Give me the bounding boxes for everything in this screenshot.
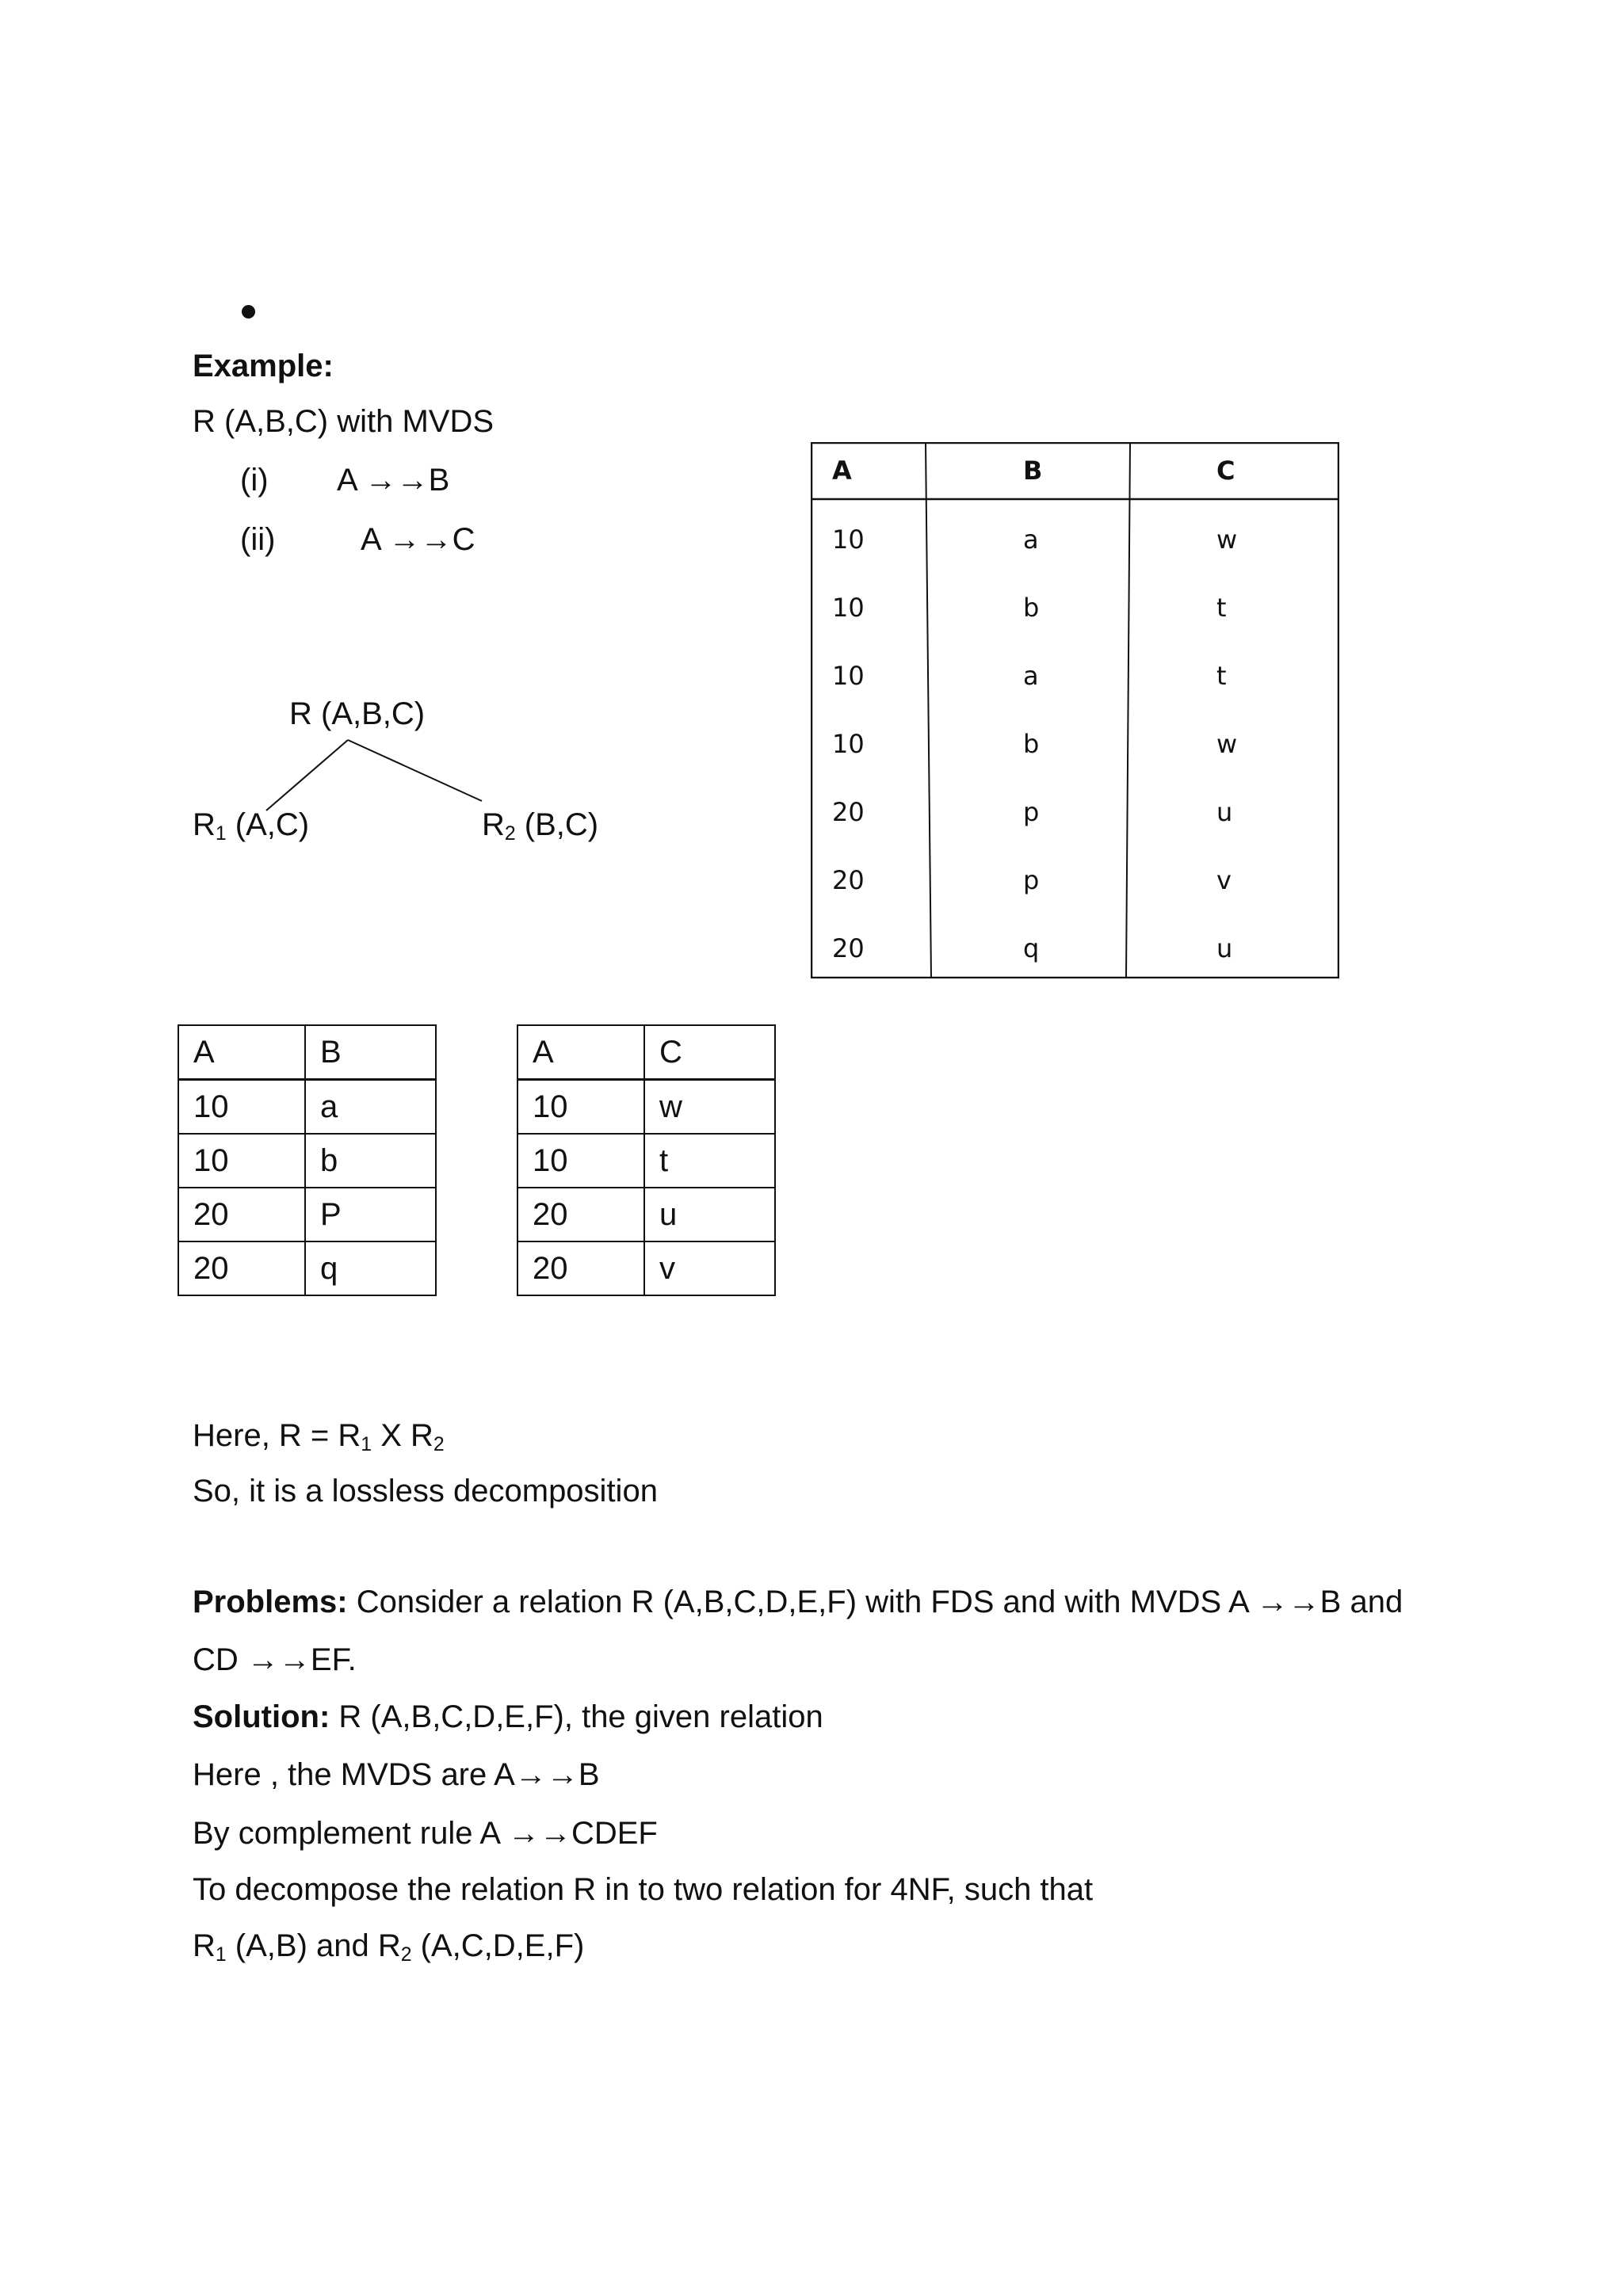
relation-cell: 10 bbox=[832, 661, 865, 691]
relation-cell: 20 bbox=[832, 797, 865, 827]
relation-cell: b bbox=[1023, 729, 1040, 759]
relation-cell: t bbox=[1216, 661, 1227, 691]
problem-line-2: CD →→EF. bbox=[193, 1642, 357, 1677]
relation-cell: 10 bbox=[832, 593, 865, 623]
table-cell: u bbox=[644, 1188, 775, 1241]
problem-line-1: Problems: Consider a relation R (A,B,C,D,E,F) with FDS and with MVDS A →→B and bbox=[193, 1585, 1403, 1619]
tree-left-label: $R_1$ (A,C) bbox=[193, 807, 310, 845]
relation-cell: 20 bbox=[832, 865, 865, 895]
solution-line: Solution: R (A,B,C,D,E,F), the given relation bbox=[193, 1699, 823, 1734]
decompose-line: To decompose the relation R in to two relation for 4NF, such that bbox=[193, 1872, 1094, 1907]
relation-cell: u bbox=[1216, 933, 1233, 963]
table-cell: 20 bbox=[178, 1241, 305, 1295]
table-cell: 10 bbox=[178, 1080, 305, 1135]
relation-cell: p bbox=[1023, 865, 1040, 895]
table-cell: b bbox=[305, 1134, 436, 1188]
relation-cell: p bbox=[1023, 797, 1040, 827]
relation-header-c: C bbox=[1216, 456, 1235, 486]
table-cell: t bbox=[644, 1134, 775, 1188]
mvds-line: Here , the MVDS are A→→B bbox=[193, 1757, 600, 1792]
table-row bbox=[178, 1025, 436, 1080]
mvd-number-2: (ii) bbox=[240, 522, 276, 557]
relation-cell: t bbox=[1216, 593, 1227, 623]
table-cell: 10 bbox=[178, 1134, 305, 1188]
table-cell: 10 bbox=[517, 1134, 644, 1188]
table-cell: a bbox=[305, 1080, 436, 1135]
relation-cell: a bbox=[1023, 524, 1039, 555]
example-heading: Example: bbox=[193, 349, 334, 383]
table-row bbox=[517, 1025, 775, 1080]
table-row bbox=[178, 1241, 436, 1295]
mvd-expr-1: A →→B bbox=[337, 463, 450, 498]
table-cell: 10 bbox=[517, 1080, 644, 1135]
table-cell: A bbox=[178, 1025, 305, 1080]
table-row bbox=[517, 1134, 775, 1188]
relation-cell: 10 bbox=[832, 729, 865, 759]
relation-cell: 10 bbox=[832, 524, 865, 555]
final-relations-line: $R_1$ (A,B) and $R_2$ (A,C,D,E,F) bbox=[193, 1928, 585, 1966]
table-cell: A bbox=[517, 1025, 644, 1080]
table-cell: q bbox=[305, 1241, 436, 1295]
relation-cell: b bbox=[1023, 593, 1040, 623]
relation-table bbox=[811, 442, 1339, 978]
table-cell: C bbox=[644, 1025, 775, 1080]
table-cell: 20 bbox=[517, 1188, 644, 1241]
table-r2 bbox=[517, 1024, 776, 1296]
relation-cell: w bbox=[1216, 524, 1238, 555]
table-r1 bbox=[178, 1024, 437, 1296]
table-cell: v bbox=[644, 1241, 775, 1295]
conclusion-line-1: Here, $R = R_1$ X $R_2$ bbox=[193, 1418, 445, 1456]
relation-cell: 20 bbox=[832, 933, 865, 963]
table-cell: 20 bbox=[517, 1241, 644, 1295]
table-cell: B bbox=[305, 1025, 436, 1080]
table-row bbox=[178, 1134, 436, 1188]
relation-header-b: B bbox=[1023, 456, 1043, 486]
tree-right-label: $R_2$ (B,C) bbox=[482, 807, 599, 845]
relation-line: R (A,B,C) with MVDS bbox=[193, 404, 495, 439]
table-cell: 20 bbox=[178, 1188, 305, 1241]
table-row bbox=[178, 1188, 436, 1241]
conclusion-line-2: So, it is a lossless decomposition bbox=[193, 1474, 658, 1508]
table-cell: P bbox=[305, 1188, 436, 1241]
complement-line: By complement rule A →→CDEF bbox=[193, 1816, 658, 1851]
table-row bbox=[178, 1080, 436, 1135]
table-row bbox=[517, 1080, 775, 1135]
tree-root-label: R (A,B,C) bbox=[289, 696, 426, 731]
relation-cell: q bbox=[1023, 933, 1040, 963]
relation-cell: v bbox=[1216, 865, 1232, 895]
table-cell: w bbox=[644, 1080, 775, 1135]
relation-table-borders bbox=[811, 442, 1339, 978]
mvd-number-1: (i) bbox=[240, 463, 269, 498]
relation-cell: a bbox=[1023, 661, 1039, 691]
relation-cell: u bbox=[1216, 797, 1233, 827]
relation-cell: w bbox=[1216, 729, 1238, 759]
mvd-expr-2: A →→C bbox=[361, 522, 475, 557]
table-row bbox=[517, 1241, 775, 1295]
table-row bbox=[517, 1188, 775, 1241]
relation-header-a: A bbox=[832, 456, 852, 486]
